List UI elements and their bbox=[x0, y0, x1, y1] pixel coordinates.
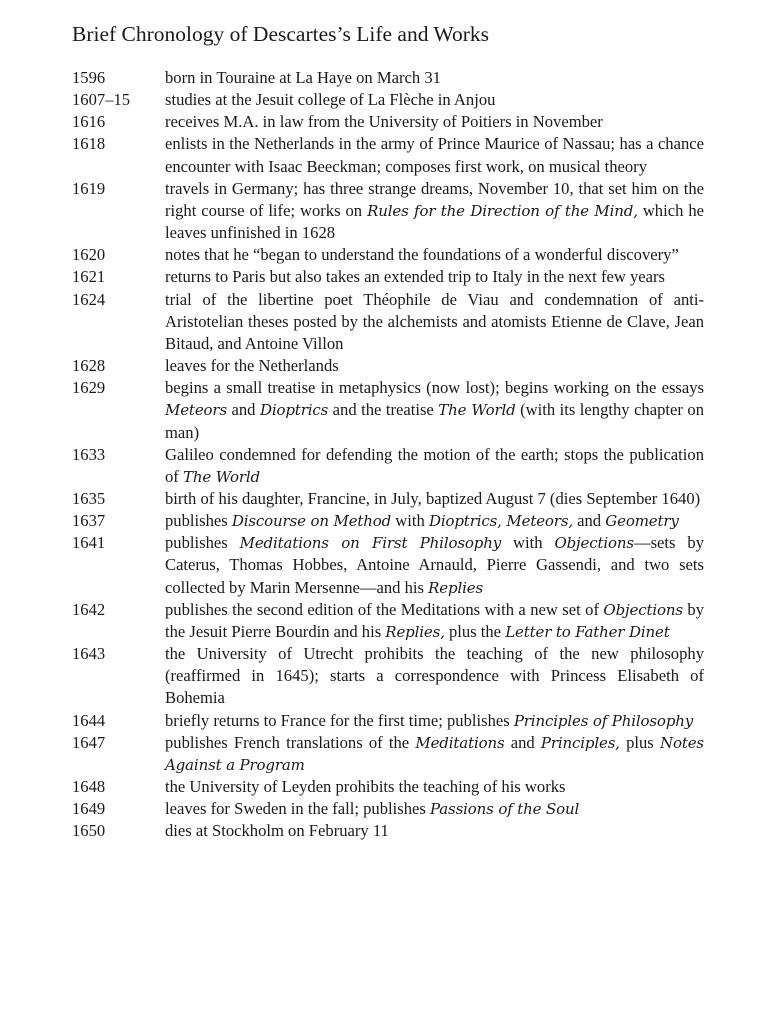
entry-year: 1650 bbox=[72, 821, 106, 841]
chronology-entry bbox=[72, 776, 704, 798]
work-title: Discourse on Method bbox=[231, 512, 392, 531]
work-title: Meditations bbox=[415, 733, 505, 752]
entry-description bbox=[165, 244, 704, 266]
entry-text: publishes bbox=[165, 533, 240, 553]
entry-description bbox=[165, 133, 704, 177]
chronology-entry bbox=[72, 732, 704, 776]
entry-year: 1616 bbox=[72, 112, 106, 132]
entry-description bbox=[165, 444, 704, 488]
entry-text: trial of the libertine poet Théophile de Viau and condemnation of anti-Aristotelian theses posted by the alchemists and atomists Etienne de Clave, Jean Bitaud, and Antoine Villon bbox=[165, 289, 704, 353]
chronology-entry bbox=[72, 133, 704, 177]
entry-year: 1618 bbox=[72, 134, 106, 154]
entry-description bbox=[165, 643, 704, 709]
entry-year: 1624 bbox=[72, 289, 106, 309]
entry-year: 1647 bbox=[72, 732, 106, 752]
entry-year: 1621 bbox=[72, 267, 106, 287]
chronology-entry bbox=[72, 599, 704, 643]
entry-year: 1619 bbox=[72, 178, 106, 198]
chronology-entry bbox=[72, 488, 704, 510]
entry-description bbox=[165, 820, 704, 842]
entry-text: briefly returns to France for the first time; publishes bbox=[165, 710, 514, 730]
entry-description bbox=[165, 289, 704, 355]
entry-description bbox=[165, 377, 704, 443]
chronology-entry bbox=[72, 178, 704, 244]
work-title: Meteors bbox=[165, 401, 227, 420]
entry-year: 1644 bbox=[72, 710, 106, 730]
entry-text: the University of Utrecht prohibits the teaching of the new philosophy (reaffirmed in 1645); starts a correspondence with Princess Elisabeth of Bohemia bbox=[165, 644, 704, 708]
chronology-entry bbox=[72, 67, 704, 89]
chronology-entry bbox=[72, 89, 704, 111]
work-title: The World bbox=[182, 467, 260, 486]
entry-text: publishes bbox=[165, 511, 232, 531]
entry-description bbox=[165, 178, 704, 244]
work-title: Notes Against a Program bbox=[165, 733, 704, 774]
entry-text: (with its lengthy chapter on man) bbox=[165, 400, 704, 442]
entry-text: begins a small treatise in metaphysics (now lost); begins working on the essays bbox=[165, 378, 704, 398]
entry-year: 1648 bbox=[72, 777, 106, 796]
entry-text: leaves for Sweden in the fall; publishes bbox=[165, 799, 430, 819]
entry-year: 1643 bbox=[72, 644, 106, 664]
entry-description bbox=[165, 710, 704, 732]
entry-text: —sets by Caterus, Thomas Hobbes, Antoine Arnauld, Pierre Gassendi, and two sets collected by Marin Mersenne—and his bbox=[165, 533, 704, 597]
work-title: Dioptrics, Meteors, bbox=[428, 512, 573, 531]
work-title: Geometry bbox=[605, 512, 679, 531]
entry-text: leaves for the Netherlands bbox=[165, 356, 339, 376]
entry-text: receives M.A. in law from the University of Poitiers in November bbox=[165, 112, 603, 132]
entry-text: returns to Paris but also takes an extended trip to Italy in the next few years bbox=[165, 267, 665, 287]
entry-text: Galileo condemned for defending the motion of the earth; stops the publication of bbox=[165, 444, 704, 486]
entry-year: 1637 bbox=[72, 511, 106, 531]
entry-description bbox=[165, 266, 704, 288]
entry-year: 1635 bbox=[72, 488, 106, 508]
chronology-entry bbox=[72, 444, 704, 488]
entry-text: and the treatise bbox=[328, 400, 439, 420]
entry-year: 1607–15 bbox=[72, 90, 131, 110]
entry-description bbox=[165, 510, 704, 532]
entry-description bbox=[165, 532, 704, 598]
entry-text: birth of his daughter, Francine, in July, baptized August 7 (dies September 1640) bbox=[165, 488, 701, 508]
work-title: Objections bbox=[554, 534, 634, 553]
entry-text: plus bbox=[619, 732, 660, 752]
work-title: Dioptrics bbox=[259, 401, 329, 420]
entry-text: dies at Stockholm on February 11 bbox=[165, 821, 389, 841]
work-title: Meditations on First Philosophy bbox=[239, 534, 502, 553]
entry-description bbox=[165, 488, 704, 510]
chronology-entry bbox=[72, 377, 704, 443]
entry-description bbox=[165, 599, 704, 643]
chronology-entry bbox=[72, 266, 704, 288]
entry-year: 1633 bbox=[72, 444, 106, 464]
entry-text: born in Touraine at La Haye on March 31 bbox=[165, 68, 441, 87]
entry-year: 1649 bbox=[72, 799, 106, 819]
work-title: Letter to Father Dinet bbox=[505, 622, 670, 641]
entry-description bbox=[165, 776, 704, 798]
work-title: Replies, bbox=[385, 622, 445, 641]
work-title: Principles of Philosophy bbox=[513, 711, 694, 730]
work-title: Rules for the Direction of the Mind, bbox=[367, 201, 638, 220]
chronology-entry bbox=[72, 798, 704, 820]
work-title: Principles, bbox=[540, 733, 620, 752]
entry-description bbox=[165, 89, 704, 111]
work-title: Replies bbox=[428, 578, 484, 597]
work-title: Passions of the Soul bbox=[429, 800, 580, 819]
entry-year: 1628 bbox=[72, 356, 106, 376]
chronology-entry bbox=[72, 244, 704, 266]
entry-year: 1629 bbox=[72, 378, 106, 398]
entry-year: 1642 bbox=[72, 599, 106, 619]
entry-text: enlists in the Netherlands in the army of Prince Maurice of Nassau; has a chance encounter with Isaac Beeckman; composes first work, on musical theory bbox=[165, 134, 704, 176]
chronology-entry bbox=[72, 820, 704, 842]
entry-text: publishes the second edition of the Meditations with a new set of bbox=[165, 599, 604, 619]
entry-description bbox=[165, 111, 704, 133]
chronology-list bbox=[72, 67, 704, 842]
entry-text: which he leaves unfinished in 1628 bbox=[165, 200, 704, 243]
entry-text: notes that he “began to understand the foundations of a wonderful discovery” bbox=[165, 245, 679, 265]
entry-description bbox=[165, 67, 704, 89]
entry-description bbox=[165, 798, 704, 820]
work-title: Objections bbox=[603, 600, 683, 619]
entry-text: studies at the Jesuit college of La Flèche in Anjou bbox=[165, 90, 496, 110]
chronology-entry bbox=[72, 532, 704, 598]
entry-year: 1641 bbox=[72, 533, 106, 553]
chronology-entry bbox=[72, 643, 704, 709]
entry-text: the University of Leyden prohibits the teaching of his works bbox=[165, 777, 566, 796]
chronology-entry bbox=[72, 289, 704, 355]
chronology-entry bbox=[72, 355, 704, 377]
page-title: Brief Chronology of Descartes’s Life and Works bbox=[72, 22, 490, 46]
entry-text: with bbox=[391, 511, 429, 531]
entry-description bbox=[165, 732, 704, 776]
entry-year: 1620 bbox=[72, 245, 106, 265]
chronology-entry bbox=[72, 111, 704, 133]
entry-text: by the Jesuit Pierre Bourdin and his bbox=[165, 599, 704, 641]
entry-text: and bbox=[573, 511, 606, 531]
entry-text: with bbox=[501, 533, 555, 553]
work-title: The World bbox=[438, 401, 516, 420]
entry-year: 1596 bbox=[72, 68, 106, 87]
entry-text: travels in Germany; has three strange dreams, November 10, that set him on the right course of life; works on bbox=[165, 178, 704, 220]
entry-text: and bbox=[504, 732, 541, 752]
entry-text: plus the bbox=[444, 621, 506, 641]
entry-text: publishes French translations of the bbox=[165, 732, 416, 752]
chronology-entry bbox=[72, 510, 704, 532]
chronology-entry bbox=[72, 710, 704, 732]
entry-text: and bbox=[227, 400, 260, 420]
entry-description bbox=[165, 355, 704, 377]
